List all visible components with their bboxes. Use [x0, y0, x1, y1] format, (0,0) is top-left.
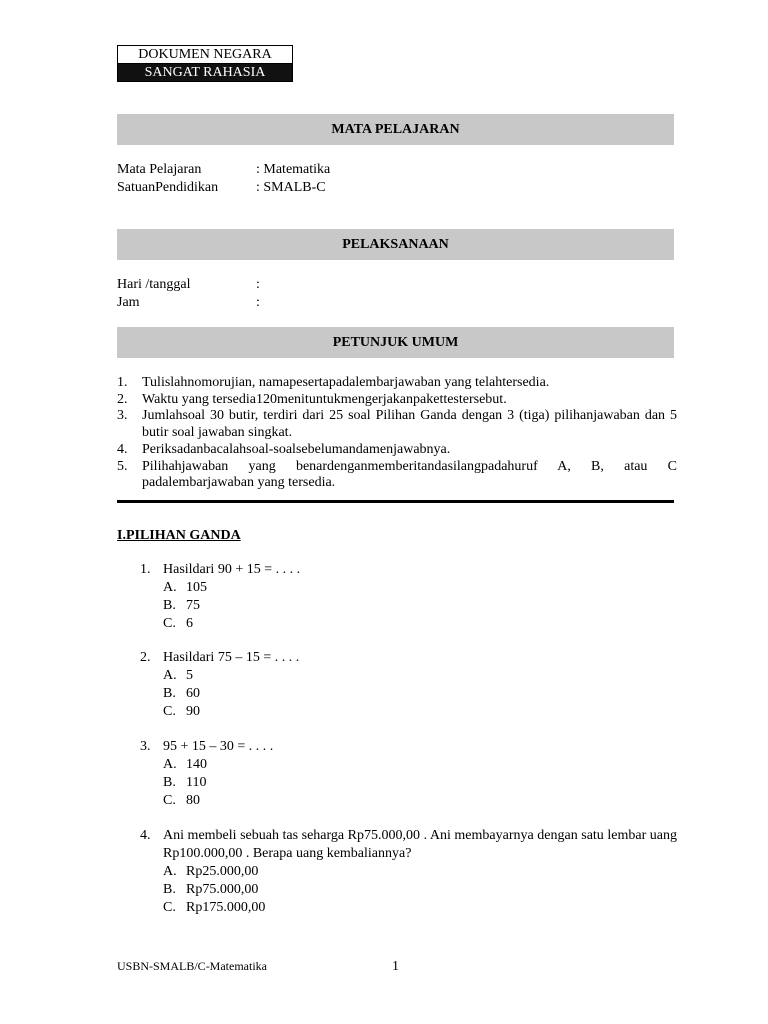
section-header-petunjuk-umum: PETUNJUK UMUM — [117, 327, 674, 358]
option-value: 110 — [186, 775, 207, 790]
instruction-number: 3. — [117, 408, 128, 424]
question-2 — [140, 649, 677, 721]
question-number: 1. — [140, 562, 151, 577]
option-letter: C. — [163, 900, 176, 915]
stamp-line-2: SANGAT RAHASIA — [118, 64, 292, 81]
option-letter: B. — [163, 882, 176, 897]
option-value: Rp175.000,00 — [186, 900, 266, 915]
instruction-item — [117, 459, 677, 492]
answer-option — [163, 667, 677, 685]
page-number: 1 — [392, 959, 399, 974]
question-4 — [140, 827, 677, 917]
instruction-text: Pilihahjawaban yang benardenganmemberitandasilangpadahuruf A, B, atau C padalembarjawaban yang tersedia. — [142, 458, 677, 491]
stamp-line-1: DOKUMEN NEGARA — [118, 46, 292, 64]
option-value: 105 — [186, 580, 207, 595]
schedule-label: Jam — [117, 295, 140, 310]
option-value: Rp75.000,00 — [186, 882, 259, 897]
info-label: Mata Pelajaran — [117, 162, 202, 177]
option-letter: B. — [163, 598, 176, 613]
section-header-mata-pelajaran: MATA PELAJARAN — [117, 114, 674, 145]
option-letter: A. — [163, 580, 177, 595]
option-letter: A. — [163, 757, 177, 772]
option-letter: C. — [163, 704, 176, 719]
question-text: Hasildari 90 + 15 = . . . . — [163, 562, 301, 577]
question-number: 4. — [140, 828, 151, 843]
section-divider — [117, 500, 674, 503]
instruction-number: 5. — [117, 458, 128, 474]
instructions-list — [117, 375, 677, 492]
part-title: I.PILIHAN GANDA — [117, 528, 241, 543]
question-text: 95 + 15 – 30 = . . . . — [163, 739, 274, 754]
answer-option — [163, 863, 677, 881]
answer-option — [163, 899, 677, 917]
option-letter: A. — [163, 668, 177, 683]
question-number: 3. — [140, 739, 151, 754]
instruction-text: Jumlahsoal 30 butir, terdiri dari 25 soal Pilihan Ganda dengan 3 (tiga) pilihanjawaban dan 5 butir soal jawaban singkat. — [142, 408, 677, 441]
instruction-text: Tulislahnomorujian, namapesertapadalembarjawaban yang telahtersedia. — [142, 375, 550, 390]
info-value: : SMALB-C — [256, 180, 326, 195]
instruction-text: Periksadanbacalahsoal-soalsebelumandamenjawabnya. — [142, 441, 451, 457]
answer-option — [163, 685, 677, 703]
question-text: Ani membeli sebuah tas seharga Rp75.000,00 . Ani membayarnya dengan satu lembar uang Rp100.000,00 . Berapa uang kembaliannya? — [163, 828, 677, 861]
answer-option — [163, 597, 677, 615]
instruction-item — [117, 408, 677, 441]
option-value: 6 — [186, 616, 193, 631]
schedule-value: : — [256, 295, 260, 310]
answer-option — [163, 774, 677, 792]
option-value: 60 — [186, 686, 200, 701]
footer-doc-code: USBN-SMALB/C-Matematika — [117, 959, 267, 973]
answer-option — [163, 703, 677, 721]
instruction-number: 4. — [117, 441, 128, 457]
option-value: 80 — [186, 793, 200, 808]
option-value: Rp25.000,00 — [186, 864, 259, 879]
instruction-item — [117, 392, 677, 409]
answer-option — [163, 756, 677, 774]
info-label: SatuanPendidikan — [117, 180, 219, 195]
option-value: 90 — [186, 704, 200, 719]
answer-option — [163, 792, 677, 810]
question-number: 2. — [140, 650, 151, 665]
option-value: 140 — [186, 757, 207, 772]
instruction-item — [117, 375, 677, 392]
option-value: 75 — [186, 598, 200, 613]
answer-option — [163, 615, 677, 633]
question-3 — [140, 738, 677, 810]
option-letter: B. — [163, 775, 176, 790]
option-value: 5 — [186, 668, 193, 683]
option-letter: A. — [163, 864, 177, 879]
instruction-text: Waktu yang tersedia120menituntukmengerjakanpakettestersebut. — [142, 391, 507, 407]
instruction-item — [117, 442, 677, 459]
option-letter: C. — [163, 616, 176, 631]
schedule-label: Hari /tanggal — [117, 277, 191, 292]
answer-option — [163, 881, 677, 899]
instruction-number: 1. — [117, 375, 128, 390]
question-1 — [140, 561, 677, 633]
answer-option — [163, 579, 677, 597]
classification-stamp — [117, 45, 293, 82]
schedule-value: : — [256, 277, 260, 292]
option-letter: C. — [163, 793, 176, 808]
instruction-number: 2. — [117, 391, 128, 407]
option-letter: B. — [163, 686, 176, 701]
section-header-pelaksanaan: PELAKSANAAN — [117, 229, 674, 260]
info-value: : Matematika — [256, 162, 331, 177]
question-text: Hasildari 75 – 15 = . . . . — [163, 650, 300, 665]
